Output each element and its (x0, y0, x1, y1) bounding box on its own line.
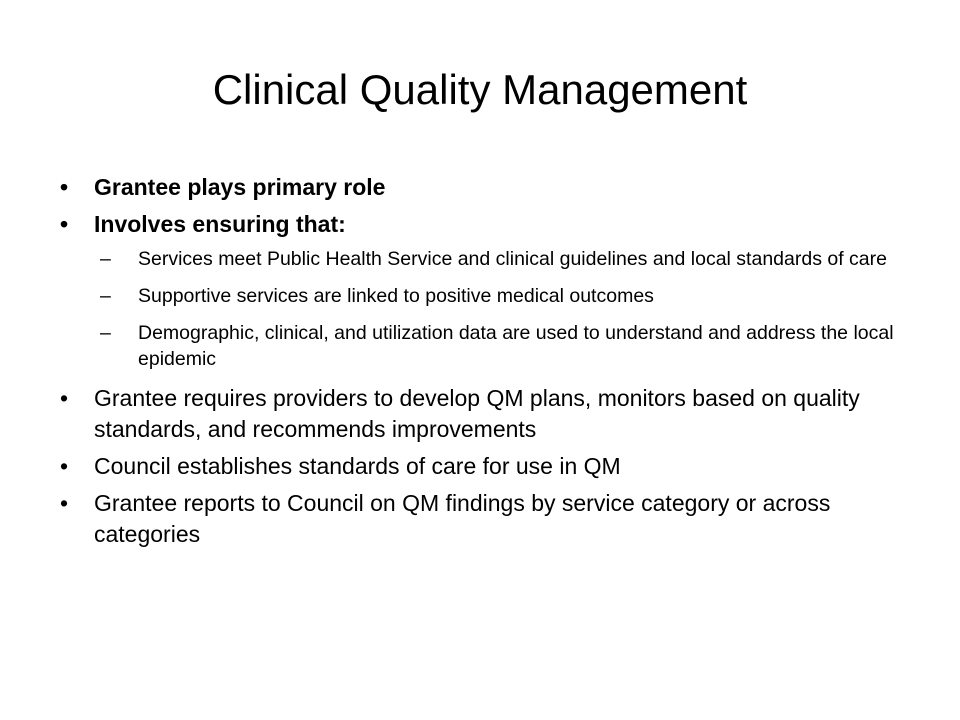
bullet-icon: • (60, 211, 69, 237)
dash-icon: – (100, 285, 111, 307)
sub-bullet-item (56, 283, 906, 309)
dash-icon: – (100, 322, 111, 344)
sub-bullet-item (56, 246, 906, 272)
bullet-icon: • (60, 385, 69, 411)
dash-icon: – (100, 248, 111, 270)
bullet-item (56, 488, 906, 550)
slide-title: Clinical Quality Management (212, 66, 748, 113)
sub-bullet-item (56, 320, 906, 372)
bullet-text: Grantee reports to Council on QM findings by service category or across categories (94, 490, 831, 547)
bullet-icon: • (60, 453, 69, 479)
bullet-icon: • (60, 490, 69, 516)
sub-bullet-text: Services meet Public Health Service and clinical guidelines and local standards of care (138, 248, 887, 270)
sub-bullet-text: Demographic, clinical, and utilization data are used to understand and address the local epidemic (138, 322, 894, 370)
bullet-text: Involves ensuring that: (94, 211, 346, 237)
bullet-text: Council establishes standards of care for use in QM (94, 453, 621, 479)
bullet-text: Grantee requires providers to develop QM plans, monitors based on quality standards, and recommends improvements (94, 385, 860, 442)
bullet-item (56, 383, 906, 445)
bullet-list (56, 172, 906, 556)
bullet-item (56, 172, 906, 203)
bullet-text: Grantee plays primary role (94, 174, 386, 200)
sub-bullet-text: Supportive services are linked to positive medical outcomes (138, 285, 654, 307)
bullet-item (56, 209, 906, 240)
bullet-icon: • (60, 174, 69, 200)
bullet-item (56, 451, 906, 482)
